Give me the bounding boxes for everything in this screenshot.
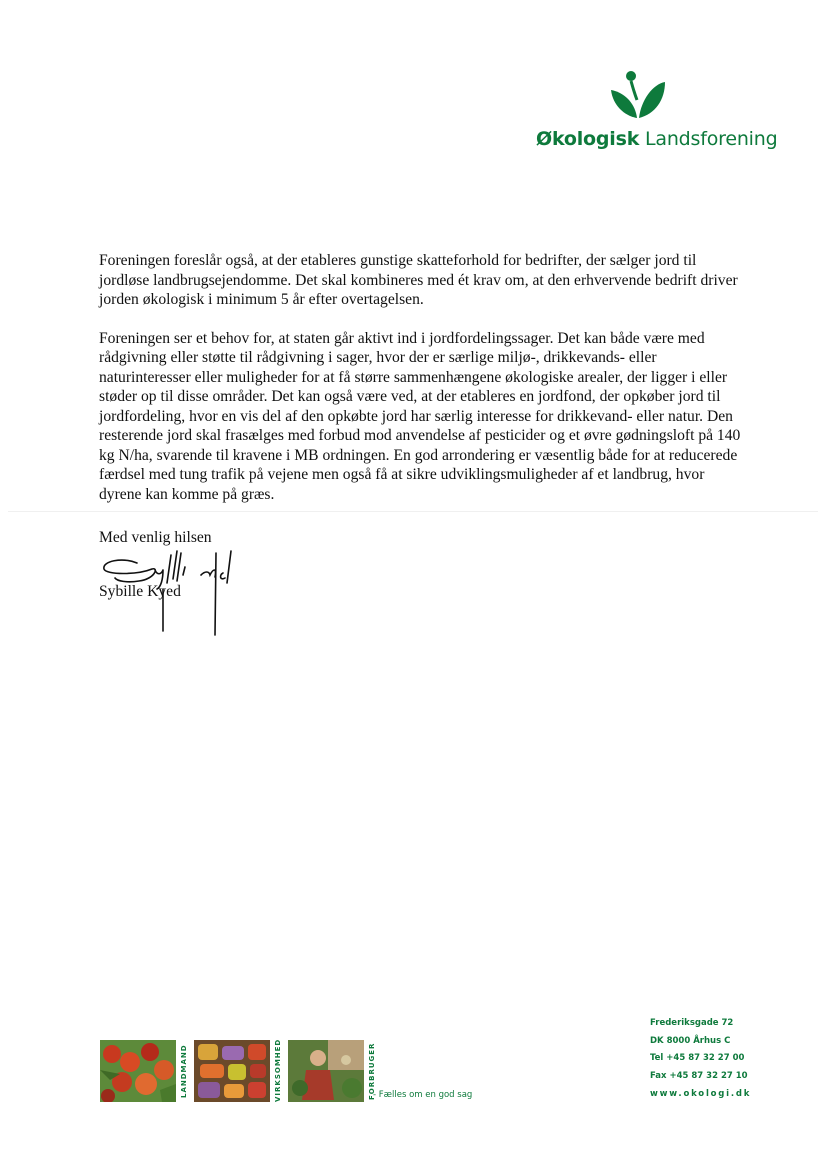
footer-images: [100, 1040, 380, 1102]
handwritten-signature: [97, 545, 247, 637]
slogan: - Fælles om en god sag: [373, 1090, 473, 1100]
leaf-sprout-icon: [609, 70, 667, 120]
phone-number: Tel +45 87 32 27 00: [650, 1053, 745, 1063]
label-forbruger: FORBRUGER: [368, 1042, 376, 1100]
address-street: Frederiksgade 72: [650, 1018, 734, 1028]
paragraph: Foreningen foreslår også, at der etableres gunstige skatteforhold for bedrifter, der sælger jord til jordløse landbrugsejendomme. Det skal kombineres med ét krav om, at den erhvervende bedrift driver jorden økologisk i minimum 5 år efter overtagelsen.: [99, 252, 738, 308]
address-block: [650, 1015, 748, 1085]
label-landmand: LANDMAND: [180, 1044, 188, 1098]
website-link[interactable]: www.okologi.dk: [650, 1089, 752, 1099]
organization-name: Økologisk Landsforening: [536, 128, 778, 150]
closing-greeting: Med venlig hilsen: [99, 529, 212, 546]
address-city: DK 8000 Århus C: [650, 1035, 731, 1046]
divider: [8, 511, 818, 512]
photo-virksomhed: [194, 1040, 270, 1102]
photo-forbruger: [288, 1040, 364, 1102]
photo-landmand: [100, 1040, 176, 1102]
letter-body: [99, 251, 749, 523]
label-virksomhed: VIRKSOMHED: [274, 1038, 282, 1102]
paragraph: Foreningen ser et behov for, at staten går aktivt ind i jordfordelingssager. Det kan både være med rådgivning eller støtte til rådgivning i sager, hvor der er særlige miljø-, drikkevands- eller naturinteresser eller muligheder for at få større sammenhængene økologiske arealer, der ligger i eller støder op til disse områder. Det kan også være ved, at der etableres en jordfond, der opkøber jord til jordfordeling, hvor en vis del af den opkøbte jord har særlig interesse for drikkevand- eller natur. Den resterende jord skal frasælges med forbud mod anvendelse af pesticider og et øvre gødningsloft på 140 kg N/ha, svarende til kravene i MB ordningen. En god arrondering er væsentlig både for at reducerede færdsel med tung trafik på vejene men også få at sikre udviklingsmuligheder af et landbrug, hvor dyrene kan komme på græs.: [99, 329, 741, 503]
fax-number: Fax +45 87 32 27 10: [650, 1070, 748, 1081]
signer-name: Sybille Kyed: [99, 583, 181, 600]
organization-logo: [536, 70, 778, 160]
